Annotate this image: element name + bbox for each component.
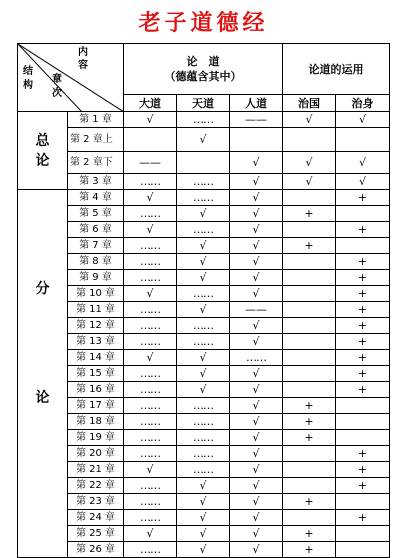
section-fen-label: 分 — [35, 281, 50, 297]
mark-cell: + — [336, 462, 390, 478]
mark-cell: √ — [177, 128, 230, 152]
mark-cell: √ — [230, 462, 283, 478]
mark-cell: …… — [177, 174, 230, 190]
mark-cell: …… — [177, 430, 230, 446]
mark-cell — [283, 302, 336, 318]
chapter-label: 第 24 章 — [68, 510, 124, 526]
mark-cell: √ — [230, 446, 283, 462]
mark-cell: √ — [230, 510, 283, 526]
mark-cell: …… — [230, 350, 283, 366]
chapter-label: 第 25 章 — [68, 526, 124, 542]
table-row — [18, 152, 390, 174]
mark-cell: + — [336, 190, 390, 206]
chapter-label: 第 18 章 — [68, 414, 124, 430]
mark-cell: …… — [177, 446, 230, 462]
mark-cell — [336, 206, 390, 222]
mark-cell: + — [336, 270, 390, 286]
chapter-label: 第 15 章 — [68, 366, 124, 382]
mark-cell: …… — [124, 478, 177, 494]
mark-cell: …… — [177, 414, 230, 430]
chapter-label: 第 8 章 — [68, 254, 124, 270]
mark-cell — [336, 414, 390, 430]
mark-cell: + — [336, 334, 390, 350]
table-row — [18, 494, 390, 510]
mark-cell — [283, 286, 336, 302]
mark-cell: …… — [124, 382, 177, 398]
mark-cell — [283, 222, 336, 238]
mark-cell: √ — [177, 494, 230, 510]
table-row — [18, 430, 390, 446]
mark-cell — [336, 398, 390, 414]
chapter-label: 第 22 章 — [68, 478, 124, 494]
mark-cell — [336, 430, 390, 446]
mark-cell: …… — [124, 206, 177, 222]
table-row — [18, 190, 390, 206]
mark-cell: + — [336, 382, 390, 398]
table-row — [18, 174, 390, 190]
mark-cell: √ — [230, 542, 283, 558]
table-row — [18, 222, 390, 238]
mark-cell: √ — [283, 112, 336, 128]
mark-cell: + — [283, 430, 336, 446]
mark-cell: …… — [177, 318, 230, 334]
mark-cell: √ — [230, 270, 283, 286]
chapter-label: 第 3 章 — [68, 174, 124, 190]
col-header-zhishen: 治身 — [336, 95, 390, 112]
mark-cell — [124, 128, 177, 152]
section-fenlun — [18, 190, 68, 558]
mark-cell: —— — [230, 112, 283, 128]
mark-cell: √ — [230, 206, 283, 222]
corner-diagonal-lines — [18, 44, 124, 112]
mark-cell: + — [336, 286, 390, 302]
col-header-tiandao: 天道 — [177, 95, 230, 112]
lundao-title: 论 道 — [186, 55, 220, 68]
mark-cell — [230, 128, 283, 152]
section-zonglun: 总 论 — [18, 112, 68, 190]
chapter-label: 第 23 章 — [68, 494, 124, 510]
mark-cell: + — [283, 542, 336, 558]
table-row — [18, 286, 390, 302]
mark-cell — [283, 382, 336, 398]
mark-cell: …… — [124, 398, 177, 414]
col-header-zhiguo: 治国 — [283, 95, 336, 112]
mark-cell: √ — [177, 526, 230, 542]
chapter-label: 第 2 章下 — [68, 152, 124, 174]
table-row — [18, 414, 390, 430]
chapter-label: 第 19 章 — [68, 430, 124, 446]
mark-cell: √ — [230, 238, 283, 254]
mark-cell: + — [336, 318, 390, 334]
mark-cell: √ — [124, 462, 177, 478]
mark-cell — [283, 254, 336, 270]
mark-cell: …… — [124, 430, 177, 446]
mark-cell: + — [336, 222, 390, 238]
mark-cell: √ — [336, 174, 390, 190]
lundao-subtitle: （德蕴含其中） — [164, 70, 242, 83]
mark-cell — [283, 510, 336, 526]
chapter-label: 第 6 章 — [68, 222, 124, 238]
mark-cell: + — [283, 414, 336, 430]
mark-cell — [283, 350, 336, 366]
mark-cell — [336, 526, 390, 542]
mark-cell: √ — [177, 350, 230, 366]
mark-cell: …… — [124, 334, 177, 350]
chapter-label: 第 12 章 — [68, 318, 124, 334]
lundao-header — [124, 44, 283, 95]
mark-cell: …… — [124, 414, 177, 430]
yunyong-header: 论道的运用 — [283, 44, 390, 95]
mark-cell: √ — [177, 302, 230, 318]
chapter-label: 第 9 章 — [68, 270, 124, 286]
mark-cell: √ — [230, 382, 283, 398]
mark-cell: √ — [230, 174, 283, 190]
table-row — [18, 478, 390, 494]
mark-cell: √ — [230, 222, 283, 238]
mark-cell: √ — [177, 478, 230, 494]
mark-cell: √ — [336, 152, 390, 174]
mark-cell — [283, 270, 336, 286]
chapter-label: 第 11 章 — [68, 302, 124, 318]
mark-cell: √ — [177, 382, 230, 398]
mark-cell: √ — [230, 398, 283, 414]
col-header-dadao: 大道 — [124, 95, 177, 112]
table-row — [18, 462, 390, 478]
mark-cell — [336, 494, 390, 510]
mark-cell: + — [336, 254, 390, 270]
mark-cell — [283, 478, 336, 494]
table-row — [18, 270, 390, 286]
table-row — [18, 128, 390, 152]
mark-cell: …… — [177, 398, 230, 414]
mark-cell: —— — [230, 302, 283, 318]
mark-cell: √ — [283, 152, 336, 174]
mark-cell: …… — [124, 238, 177, 254]
mark-cell: √ — [230, 190, 283, 206]
mark-cell: √ — [230, 286, 283, 302]
chapter-label: 第 1 章 — [68, 112, 124, 128]
mark-cell: √ — [230, 152, 283, 174]
mark-cell: …… — [124, 318, 177, 334]
mark-cell — [283, 128, 336, 152]
mark-cell: √ — [230, 526, 283, 542]
mark-cell: √ — [124, 190, 177, 206]
corner-header-cell — [18, 44, 124, 112]
mark-cell: + — [283, 526, 336, 542]
mark-cell: √ — [177, 270, 230, 286]
mark-cell: + — [336, 478, 390, 494]
mark-cell — [283, 318, 336, 334]
mark-cell — [177, 152, 230, 174]
mark-cell: …… — [124, 254, 177, 270]
mark-cell: √ — [230, 334, 283, 350]
mark-cell: √ — [230, 254, 283, 270]
mark-cell: …… — [124, 366, 177, 382]
table-row — [18, 302, 390, 318]
mark-cell — [283, 190, 336, 206]
mark-cell: √ — [336, 112, 390, 128]
chapter-label: 第 26 章 — [68, 542, 124, 558]
chapter-table — [17, 43, 390, 558]
mark-cell: + — [336, 366, 390, 382]
mark-cell: √ — [230, 366, 283, 382]
mark-cell: …… — [124, 494, 177, 510]
mark-cell: + — [283, 206, 336, 222]
mark-cell — [283, 446, 336, 462]
table-row — [18, 112, 390, 128]
mark-cell: …… — [124, 446, 177, 462]
mark-cell: …… — [124, 510, 177, 526]
col-header-rendao: 人道 — [230, 95, 283, 112]
mark-cell: + — [336, 350, 390, 366]
mark-cell — [283, 462, 336, 478]
corner-jiegou-label: 结 构 — [23, 66, 33, 91]
chapter-label: 第 7 章 — [68, 238, 124, 254]
mark-cell: + — [283, 238, 336, 254]
mark-cell: + — [336, 446, 390, 462]
table-row — [18, 542, 390, 558]
table-body — [18, 112, 390, 558]
table-row — [18, 318, 390, 334]
mark-cell: …… — [177, 190, 230, 206]
table-row — [18, 382, 390, 398]
mark-cell: √ — [124, 286, 177, 302]
table-row — [18, 446, 390, 462]
table-row — [18, 206, 390, 222]
mark-cell: + — [336, 510, 390, 526]
mark-cell: —— — [124, 152, 177, 174]
mark-cell: …… — [124, 302, 177, 318]
mark-cell: √ — [230, 494, 283, 510]
mark-cell: …… — [124, 174, 177, 190]
table-row — [18, 254, 390, 270]
mark-cell: √ — [124, 350, 177, 366]
mark-cell: √ — [177, 366, 230, 382]
mark-cell — [336, 128, 390, 152]
table-row — [18, 398, 390, 414]
table-row — [18, 510, 390, 526]
mark-cell: √ — [177, 238, 230, 254]
mark-cell: √ — [177, 206, 230, 222]
mark-cell: √ — [124, 112, 177, 128]
mark-cell: √ — [124, 526, 177, 542]
mark-cell: …… — [177, 112, 230, 128]
mark-cell: √ — [283, 174, 336, 190]
mark-cell: + — [283, 398, 336, 414]
mark-cell — [283, 334, 336, 350]
mark-cell: √ — [230, 430, 283, 446]
mark-cell: …… — [177, 462, 230, 478]
chapter-label: 第 5 章 — [68, 206, 124, 222]
corner-zhangci-label: 章 次 — [52, 74, 62, 99]
mark-cell: …… — [177, 334, 230, 350]
mark-cell — [336, 238, 390, 254]
mark-cell: …… — [177, 222, 230, 238]
mark-cell: + — [283, 494, 336, 510]
table-row — [18, 334, 390, 350]
corner-neirong-label: 内 容 — [78, 47, 88, 71]
chapter-label: 第 21 章 — [68, 462, 124, 478]
chapter-label: 第 13 章 — [68, 334, 124, 350]
chapter-label: 第 14 章 — [68, 350, 124, 366]
mark-cell: …… — [124, 542, 177, 558]
mark-cell: √ — [230, 318, 283, 334]
table-row — [18, 238, 390, 254]
mark-cell: √ — [124, 222, 177, 238]
mark-cell: √ — [230, 414, 283, 430]
chapter-label: 第 16 章 — [68, 382, 124, 398]
mark-cell: √ — [177, 510, 230, 526]
mark-cell: √ — [177, 254, 230, 270]
chapter-label: 第 2 章上 — [68, 128, 124, 152]
mark-cell — [283, 366, 336, 382]
table-row — [18, 526, 390, 542]
chapter-label: 第 20 章 — [68, 446, 124, 462]
table-row — [18, 350, 390, 366]
mark-cell: …… — [124, 270, 177, 286]
mark-cell: √ — [177, 542, 230, 558]
mark-cell — [336, 542, 390, 558]
chapter-label: 第 17 章 — [68, 398, 124, 414]
chapter-label: 第 10 章 — [68, 286, 124, 302]
mark-cell: + — [336, 302, 390, 318]
section-lun-label: 论 — [35, 390, 50, 406]
table-row — [18, 366, 390, 382]
mark-cell: …… — [177, 286, 230, 302]
chapter-label: 第 4 章 — [68, 190, 124, 206]
page-title: 老子道德经 — [138, 10, 269, 36]
mark-cell: √ — [230, 478, 283, 494]
